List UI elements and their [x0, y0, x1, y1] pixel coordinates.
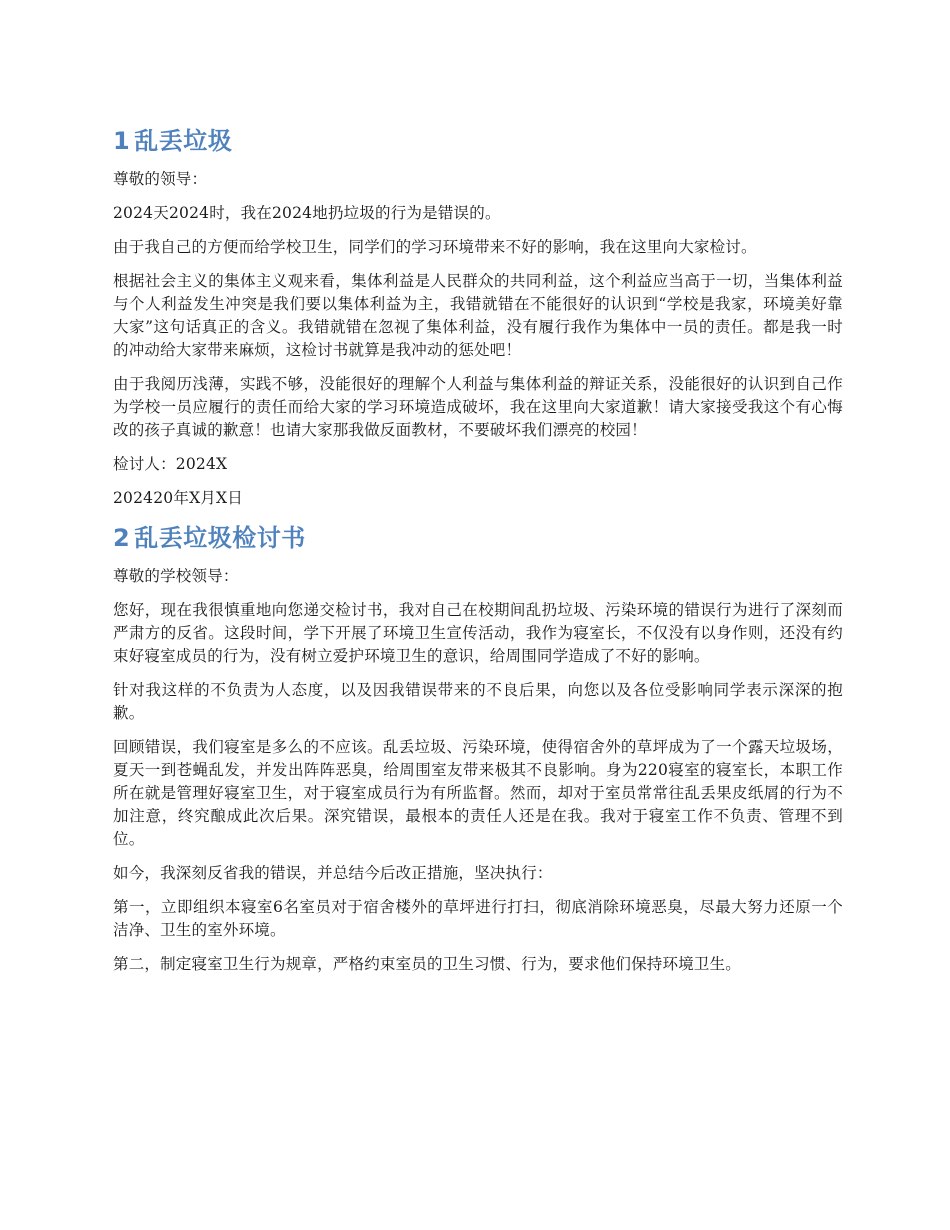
- salutation: 尊敬的领导：: [113, 170, 208, 188]
- paragraph: 2024天2024时，我在2024地扔垃圾的行为是错误的。: [113, 204, 501, 222]
- paragraph: 由于我阅历浅薄，实践不够，没能很好的理解个人利益与集体利益的辩证关系，没能很好的认识到自己作为学校一员应履行的责任而给大家的学习环境造成破坏，我在这里向大家道歉！请大家接受我这个有心悔改的孩子真诚的歉意！也请大家那我做反面教材，不要破坏我们漂亮的校园！: [113, 375, 843, 439]
- section-title: 乱丢垃圾: [134, 127, 233, 155]
- signature-line: 检讨人：2024X: [113, 455, 228, 473]
- paragraph: 由于我自己的方便而给学校卫生，同学们的学习环境带来不好的影响，我在这里向大家检讨。: [113, 238, 757, 256]
- date-line: 202420年X月X日: [113, 489, 243, 507]
- section-heading: [113, 521, 843, 555]
- paragraph: 第二，制定寝室卫生行为规章，严格约束室员的卫生习惯、行为，要求他们保持环境卫生。: [113, 955, 742, 973]
- section-number: 1: [113, 127, 131, 155]
- document-page: [113, 124, 843, 987]
- paragraph: 如今，我深刻反省我的错误，并总结今后改正措施，坚决执行：: [113, 864, 553, 882]
- paragraph: 根据社会主义的集体主义观来看，集体利益是人民群众的共同利益，这个利益应当高于一切，当集体利益与个人利益发生冲突是我们要以集体利益为主，我错就错在不能很好的认识到“学校是我家，环境美好靠大家”这句话真正的含义。我错就错在忽视了集体利益，没有履行我作为集体中一员的责任。都是我一时的冲动给大家带来麻烦，这检讨书就算是我冲动的惩处吧！: [113, 272, 843, 359]
- section-heading: [113, 124, 843, 158]
- paragraph: 第一，立即组织本寝室6名室员对于宿舍楼外的草坪进行打扫，彻底消除环境恶臭，尽最大努力还原一个洁净、卫生的室外环境。: [113, 898, 843, 939]
- section-title: 乱丢垃圾检讨书: [134, 524, 306, 552]
- paragraph: 回顾错误，我们寝室是多么的不应该。乱丢垃圾、污染环境，使得宿舍外的草坪成为了一个露天垃圾场，夏天一到苍蝇乱发，并发出阵阵恶臭，给周围室友带来极其不良影响。身为220寝室的寝室长，本职工作所在就是管理好寝室卫生，对于寝室成员行为有所监督。然而，却对于室员常常往乱丢果皮纸屑的行为不加注意，终究酿成此次后果。深究错误，最根本的责任人还是在我。我对于寝室工作不负责、管理不到位。: [113, 738, 843, 848]
- section-number: 2: [113, 524, 131, 552]
- section-2: [113, 521, 843, 976]
- paragraph: 针对我这样的不负责为人态度，以及因我错误带来的不良后果，向您以及各位受影响同学表示深深的抱歉。: [113, 681, 843, 722]
- section-1: [113, 124, 843, 510]
- paragraph: 您好，现在我很慎重地向您递交检讨书，我对自己在校期间乱扔垃圾、污染环境的错误行为进行了深刻而严肃方的反省。这段时间，学下开展了环境卫生宣传活动，我作为寝室长，不仅没有以身作则，还没有约束好寝室成员的行为，没有树立爱护环境卫生的意识，给周围同学造成了不好的影响。: [113, 601, 843, 665]
- salutation: 尊敬的学校领导：: [113, 567, 239, 585]
